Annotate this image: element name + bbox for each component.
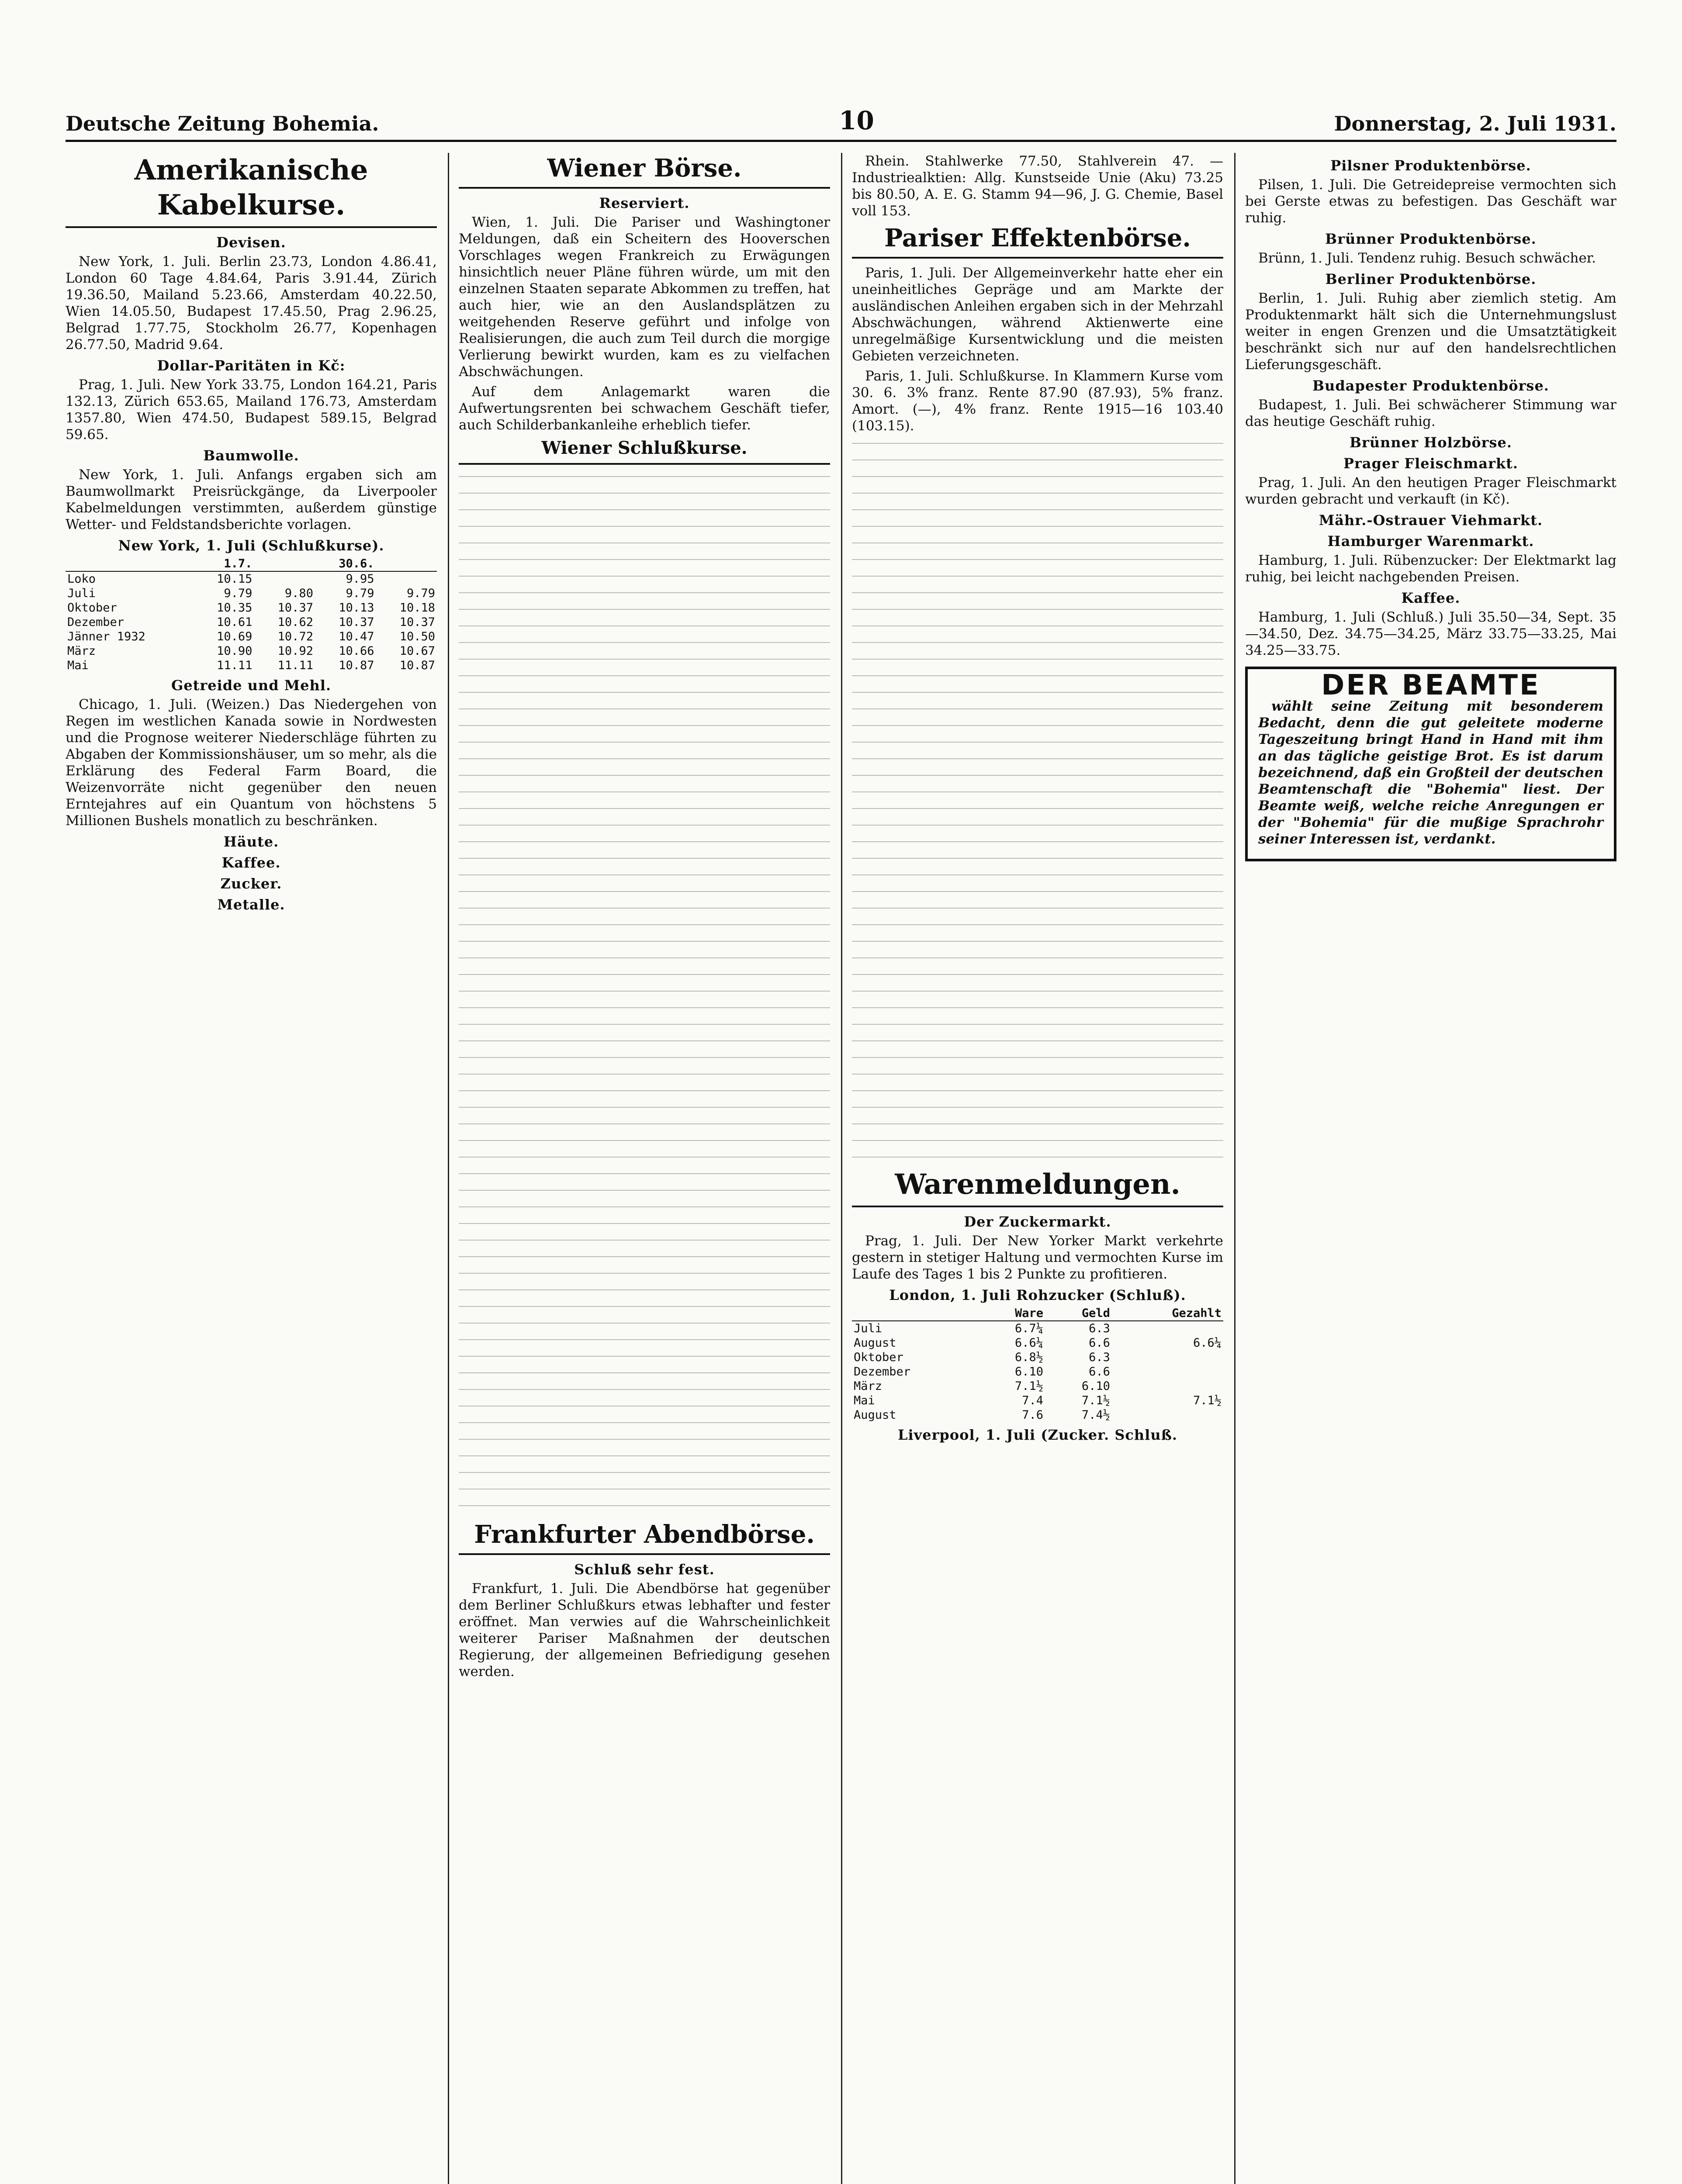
table-cell: 10.61 <box>217 615 253 629</box>
column-rule <box>1234 153 1236 2184</box>
table-row <box>852 1350 1223 1365</box>
table-cell: 6.6¼ <box>1014 1336 1043 1350</box>
paragraph: Chicago, 1. Juli. (Weizen.) Das Niedergehen von Regen im westlichen Kanada sowie in Nordwesten und die Prognose weiterer Niederschläge führten zu Abgaben der Kommissionshäuser, um so mehr, als die Erklärung des Federal Farm Board, die Weizenvorräte nicht gegenüber den neuen Erntejahres auf ein Quantum von höchstens 5 Millionen Bushels monatlich zu beschränken. <box>66 697 437 829</box>
masthead-left: Deutsche Zeitung Bohemia. <box>66 112 379 135</box>
section-title-kabelkurse: Amerikanische Kabelkurse. <box>66 153 437 228</box>
table-cell <box>376 571 437 586</box>
table-cell: Mai <box>67 659 89 672</box>
subhead-fleischmarkt: Prager Fleischmarkt. <box>1343 455 1519 472</box>
table-cell: 7.1½ <box>1014 1379 1043 1393</box>
table-cell <box>1112 1365 1223 1379</box>
table-cell: 7.4 <box>1022 1394 1043 1407</box>
table-row <box>66 615 437 629</box>
table-cell <box>1112 1350 1223 1365</box>
section-title-warenmeldungen: Warenmeldungen. <box>852 1167 1223 1207</box>
baumwolle-table <box>66 556 437 673</box>
subhead-wiener-schlusskurse: Wiener Schlußkurse. <box>459 437 830 465</box>
table-cell: Juli <box>67 587 96 600</box>
table-cell: 10.72 <box>277 630 313 643</box>
table-cell: 7.1½ <box>1081 1394 1110 1407</box>
beamte-advertisement <box>1245 667 1616 861</box>
table-cell: 9.95 <box>346 572 374 586</box>
table-cell: August <box>854 1408 896 1422</box>
subhead-pilsner: Pilsner Produktenbörse. <box>1330 157 1531 174</box>
paragraph: Hamburg, 1. Juli (Schluß.) Juli 35.50—34, Sept. 35—34.50, Dez. 34.75—34.25, März 33.75—33.25, Mai 34.25—33.75. <box>1245 609 1616 658</box>
table-cell: Oktober <box>67 601 117 615</box>
table-cell: 10.90 <box>217 644 253 658</box>
paragraph: Pilsen, 1. Juli. Die Getreidepreise vermochten sich bei Gerste etwas zu befestigen. Das Geschäft war ruhig. <box>1245 177 1616 226</box>
table-row <box>66 601 437 615</box>
subhead-berliner: Berliner Produktenbörse. <box>1325 271 1537 287</box>
table-header <box>254 556 315 571</box>
table-cell: 6.10 <box>1081 1379 1110 1393</box>
table-row <box>66 586 437 601</box>
column-2 <box>459 153 830 2184</box>
paragraph: Berlin, 1. Juli. Ruhig aber ziemlich stetig. Am Produktenmarkt hält sich die Unternehmungslust weiter in engen Grenzen und die Umsatztätigkeit beschränkt sich nur auf den handelsrechtlichen Lieferungsgeschäft. <box>1245 290 1616 373</box>
table-cell: Oktober <box>854 1351 903 1364</box>
table-cell: 6.6 <box>1089 1365 1110 1379</box>
table-cell: März <box>854 1379 883 1393</box>
table-cell: 10.66 <box>339 644 374 658</box>
table-cell: 10.35 <box>217 601 253 615</box>
column-1 <box>66 153 437 2184</box>
table-cell: 10.92 <box>277 644 313 658</box>
paragraph: Budapest, 1. Juli. Bei schwächerer Stimmung war das heutige Geschäft ruhig. <box>1245 397 1616 429</box>
table-header <box>852 1306 978 1321</box>
table-row <box>66 571 437 586</box>
subhead-haeute: Häute. <box>223 833 279 850</box>
paragraph: Paris, 1. Juli. Schlußkurse. In Klammern Kurse vom 30. 6. 3% franz. Rente 87.90 (87.93), 5% franz. Amort. (—), 4% franz. Rente 1915—16 103.40 (103.15). <box>852 368 1223 434</box>
paragraph: New York, 1. Juli. Berlin 23.73, London 4.86.41, London 60 Tage 4.84.64, Paris 3.91.44, Zürich 19.36.50, Mailand 5.23.66, Amsterdam 40.22.50, Wien 14.05.50, Budapest 17.45.50, Prag 2.96.25, Belgrad 1.77.75, Stockholm 26.77, Kopenhagen 26.77.50, Madrid 9.64. <box>66 254 437 352</box>
table-cell <box>254 571 315 586</box>
table-cell: 6.3 <box>1089 1322 1110 1335</box>
section-title-frankfurter: Frankfurter Abendbörse. <box>459 1519 830 1555</box>
subhead-hamburger: Hamburger Warenmarkt. <box>1327 533 1534 549</box>
table-cell: Dezember <box>854 1365 911 1379</box>
table-cell: Mai <box>854 1394 875 1407</box>
table-cell: 6.10 <box>1014 1365 1043 1379</box>
ad-title: DER BEAMTE <box>1321 669 1540 702</box>
table-cell: 10.37 <box>277 601 313 615</box>
table-cell: Jänner 1932 <box>67 630 145 643</box>
newspaper-page <box>66 100 1616 2184</box>
table-cell: 10.62 <box>277 615 313 629</box>
subhead-metalle: Metalle. <box>217 896 285 913</box>
table-cell: Loko <box>67 572 96 586</box>
table-cell: 10.50 <box>399 630 435 643</box>
header-date: Donnerstag, 2. Juli 1931. <box>1334 112 1616 135</box>
table-cell: 9.79 <box>346 587 374 600</box>
kurs-table-placeholder <box>459 471 830 1519</box>
table-header <box>376 556 437 571</box>
table-cell: 9.79 <box>406 587 435 600</box>
paragraph: Brünn, 1. Juli. Tendenz ruhig. Besuch schwächer. <box>1258 250 1596 266</box>
subhead-dollar-paritaeten: Dollar-Paritäten in Kč: <box>157 357 346 374</box>
paris-kurse-placeholder <box>852 438 1223 1158</box>
table-row <box>852 1393 1223 1408</box>
table-cell: August <box>854 1336 896 1350</box>
table-cell <box>1112 1408 1223 1422</box>
table-row <box>852 1408 1223 1422</box>
table-cell: 10.15 <box>217 572 253 586</box>
column-4 <box>1245 153 1616 2184</box>
subhead-budapester: Budapester Produktenbörse. <box>1312 377 1549 394</box>
table-cell: 10.13 <box>339 601 374 615</box>
table-caption: New York, 1. Juli (Schlußkurse). <box>118 537 384 554</box>
paragraph: Prag, 1. Juli. An den heutigen Prager Fleischmarkt wurden gebracht und verkauft (in Kč). <box>1245 475 1616 507</box>
table-cell: 10.87 <box>339 659 374 672</box>
table-cell: 7.1½ <box>1193 1394 1222 1407</box>
paragraph: New York, 1. Juli. Anfangs ergaben sich am Baumwollmarkt Preisrückgänge, da Liverpooler Kabelmeldungen verstimmten, außerdem günstige Wetter- und Feldstandsberichte vorlagen. <box>66 467 437 532</box>
subhead-kaffee: Kaffee. <box>1401 590 1461 606</box>
table-cell: 11.11 <box>217 659 253 672</box>
subhead-viehmarkt: Mähr.-Ostrauer Viehmarkt. <box>1319 512 1543 529</box>
table-cell: März <box>67 644 96 658</box>
table-row <box>66 658 437 673</box>
section-title-pariser: Pariser Effektenbörse. <box>852 223 1223 259</box>
table-row <box>852 1379 1223 1393</box>
table-caption: Liverpool, 1. Juli (Zucker. Schluß. <box>897 1427 1178 1443</box>
table-cell: 11.11 <box>277 659 313 672</box>
paragraph: Wien, 1. Juli. Die Pariser und Washingtoner Meldungen, daß ein Scheitern des Hooverschen Vorschlages wegen Frankreich zu Erwägungen hinsichtlich neuer Pläne führen würde, um mit den einzelnen Staaten separate Abkommen zu treffen, hat auch hier, wie an den Auslandsplätzen zu weitgehenden Reserve geführt und infolge von Realisierungen, die auch zum Teil durch die morgige Verlierung bewirkt wurden, kam es zu vielfachen Abschwächungen. <box>459 214 830 380</box>
table-cell: 6.6¼ <box>1193 1336 1222 1350</box>
table-cell: 6.6 <box>1089 1336 1110 1350</box>
table-cell: 6.3 <box>1089 1351 1110 1364</box>
table-header: Ware <box>978 1306 1045 1321</box>
subhead-bruenner: Brünner Produktenbörse. <box>1325 231 1537 247</box>
subhead-kaffee: Kaffee. <box>221 854 281 871</box>
page-header <box>66 100 1616 142</box>
table-cell: 7.4½ <box>1081 1408 1110 1422</box>
london-zucker-table <box>852 1306 1223 1422</box>
table-cell: 6.8½ <box>1014 1351 1043 1364</box>
table-cell: 6.7¼ <box>1014 1322 1043 1335</box>
table-row <box>852 1336 1223 1350</box>
table-cell: 7.6 <box>1022 1408 1043 1422</box>
paragraph: Hamburg, 1. Juli. Rübenzucker: Der Elektmarkt lag ruhig, bei leicht nachgebenden Preisen. <box>1245 553 1616 585</box>
column-rule <box>841 153 842 2184</box>
table-cell <box>1112 1321 1223 1336</box>
table-header: Gezahlt <box>1112 1306 1223 1321</box>
table-row <box>66 629 437 644</box>
page-number: 10 <box>839 106 874 135</box>
table-cell: 10.87 <box>399 659 435 672</box>
table-cell: 9.80 <box>284 587 313 600</box>
table-cell: 10.47 <box>339 630 374 643</box>
table-header <box>66 556 193 571</box>
table-row <box>852 1321 1223 1336</box>
table-caption: London, 1. Juli Rohzucker (Schluß). <box>889 1287 1186 1303</box>
paragraph: Prag, 1. Juli. Der New Yorker Markt verkehrte gestern in stetiger Haltung und vermochten Kurse im Laufe des Tages 1 bis 2 Punkte zu profitieren. <box>852 1233 1223 1282</box>
subhead-reserviert: Reserviert. <box>599 195 690 211</box>
subhead-zuckermarkt: Der Zuckermarkt. <box>964 1213 1111 1230</box>
table-header: Geld <box>1045 1306 1112 1321</box>
paragraph: Prag, 1. Juli. New York 33.75, London 164.21, Paris 132.13, Zürich 653.65, Mailand 176.73, Amsterdam 1357.80, Wien 474.50, Budapest 589.15, Belgrad 59.65. <box>66 377 437 442</box>
table-cell: 10.18 <box>399 601 435 615</box>
table-row <box>66 644 437 658</box>
subhead-zucker: Zucker. <box>220 875 282 892</box>
table-header: 1.7. <box>193 556 254 571</box>
paragraph: Rhein. Stahlwerke 77.50, Stahlverein 47. — Industriealktien: Allg. Kunstseide Unie (Aku) 73.25 bis 80.50, A. E. G. Stamm 94—96, J. G. Chemie, Basel voll 153. <box>852 153 1223 219</box>
paragraph: Paris, 1. Juli. Der Allgemeinverkehr hatte eher ein uneinheitliches Gepräge und am Markte der ausländischen Anleihen ergaben sich in der Mehrzahl Abschwächungen, während Aktienwerte eine unregelmäßige Kursentwicklung und die meisten Gebieten verzeichneten. <box>852 265 1223 364</box>
subhead-getreide: Getreide und Mehl. <box>171 677 332 694</box>
column-3 <box>852 153 1223 2184</box>
ad-text: wählt seine Zeitung mit besonderem Bedacht, denn die gut geleitete moderne Tageszeitung bringt Hand in Hand mit ihm an das tägliche geistige Brot. Es ist darum bezeichnend, daß ein Großteil der deutschen Beamtenschaft die "Bohemia" liest. Der Beamte weiß, welche reiche Anregungen er der "Bohemia" für die mußige Sprachrohr seiner Interessen ist, verdankt. <box>1258 698 1603 847</box>
table-cell: 10.69 <box>217 630 253 643</box>
subhead-devisen: Devisen. <box>216 234 286 251</box>
subhead-baumwolle: Baumwolle. <box>203 447 299 464</box>
table-cell: Dezember <box>67 615 125 629</box>
table-cell: 10.67 <box>399 644 435 658</box>
table-row <box>852 1365 1223 1379</box>
table-cell: 10.37 <box>399 615 435 629</box>
table-cell: Juli <box>854 1322 883 1335</box>
table-header: 30.6. <box>315 556 376 571</box>
subhead-holzboerse: Brünner Holzbörse. <box>1349 434 1512 451</box>
section-title-wiener-boerse: Wiener Börse. <box>459 153 830 189</box>
table-cell <box>1112 1379 1223 1393</box>
subhead-schluss: Schluß sehr fest. <box>574 1561 715 1578</box>
table-cell: 10.37 <box>339 615 374 629</box>
paragraph: Auf dem Anlagemarkt waren die Aufwertungsrenten bei schwachem Geschäft tiefer, auch Schilderbankanleihe erheblich tiefer. <box>459 384 830 433</box>
table-cell: 9.79 <box>224 587 253 600</box>
paragraph: Frankfurt, 1. Juli. Die Abendbörse hat gegenüber dem Berliner Schlußkurs etwas lebhafter und fester eröffnet. Man verwies auf die Wahrscheinlichkeit weiterer Pariser Maßnahmen der deutschen Regierung, der allgemeinen Befriedigung gesehen werden. <box>459 1581 830 1679</box>
column-rule <box>448 153 449 2184</box>
